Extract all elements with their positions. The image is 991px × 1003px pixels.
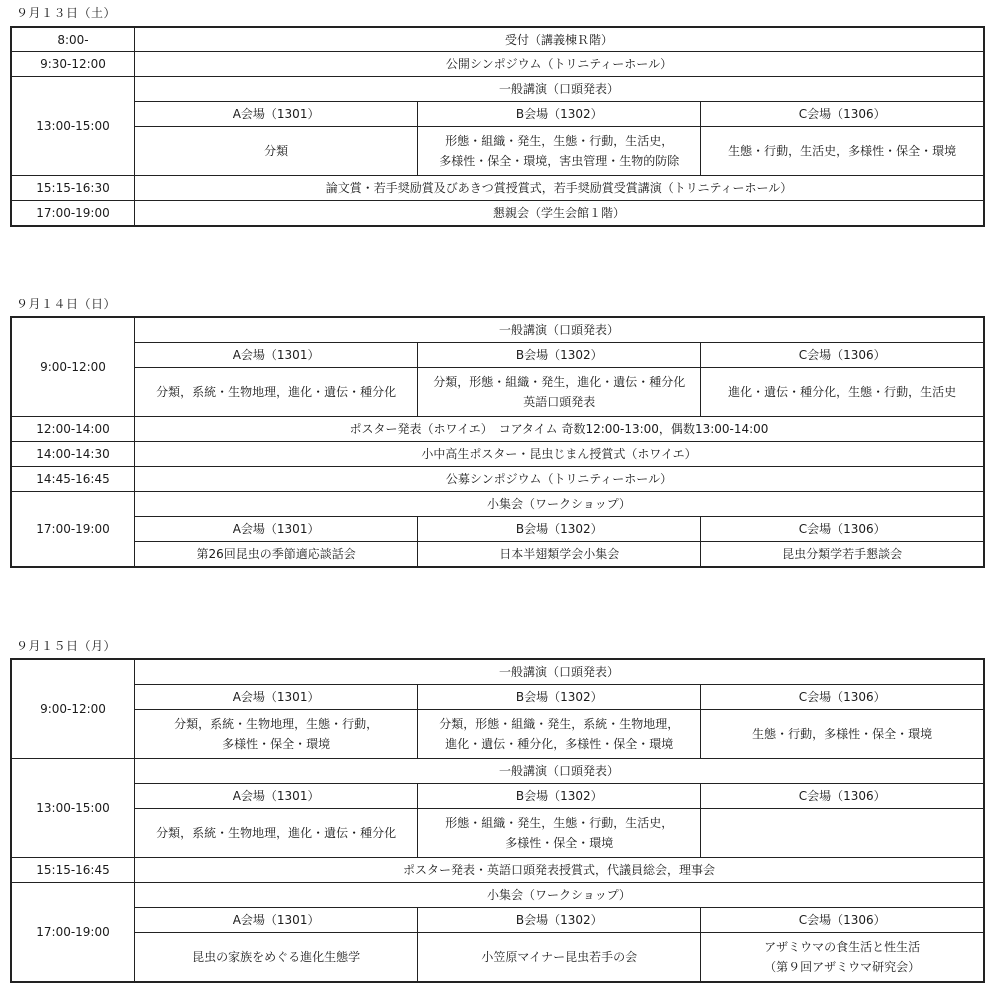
venue-label: C会場（1306） — [701, 517, 984, 542]
time-cell: 17:00-19:00 — [11, 883, 135, 983]
day-title: ９月１５日（月） — [16, 639, 117, 653]
table-row — [11, 759, 984, 784]
topic-cell: 日本半翅類学会小集会 — [418, 542, 701, 568]
time-cell: 9:30-12:00 — [11, 52, 135, 77]
table-row — [11, 102, 984, 127]
table-row — [11, 517, 984, 542]
table-row — [11, 809, 984, 858]
table-row — [11, 442, 984, 467]
venue-label: B会場（1302） — [418, 784, 701, 809]
venue-label: A会場（1301） — [135, 102, 418, 127]
topic-cell: 分類 — [135, 127, 418, 176]
table-row — [11, 201, 984, 227]
topic-cell: 昆虫分類学若手懇談会 — [701, 542, 984, 568]
venue-label: A会場（1301） — [135, 908, 418, 933]
table-row — [11, 317, 984, 343]
topic-cell: 分類，系統・生物地理，生態・行動， 多様性・保全・環境 — [135, 710, 418, 759]
venue-label: C会場（1306） — [701, 685, 984, 710]
schedule-table — [10, 26, 985, 227]
table-row — [11, 52, 984, 77]
venue-label: C会場（1306） — [701, 343, 984, 368]
session-header: 一般講演（口頭発表） — [135, 77, 985, 102]
topic-cell: 小笠原マイナー昆虫若手の会 — [418, 933, 701, 983]
event-cell: ポスター発表（ホワイエ） コアタイム 奇数12:00-13:00，偶数13:00-14:00 — [135, 417, 985, 442]
table-row — [11, 176, 984, 201]
day-title: ９月１３日（土） — [16, 6, 117, 20]
venue-label: C会場（1306） — [701, 784, 984, 809]
venue-label: B会場（1302） — [418, 908, 701, 933]
venue-label: B会場（1302） — [418, 685, 701, 710]
topic-cell: 形態・組織・発生，生態・行動，生活史， 多様性・保全・環境，害虫管理・生物的防除 — [418, 127, 701, 176]
topic-cell — [701, 809, 984, 858]
event-cell: 公開シンポジウム（トリニティーホール） — [135, 52, 985, 77]
schedule-table — [10, 658, 985, 983]
table-row — [11, 659, 984, 685]
time-cell: 8:00- — [11, 27, 135, 52]
session-header: 小集会（ワークショップ） — [135, 883, 985, 908]
event-cell: 公募シンポジウム（トリニティーホール） — [135, 467, 985, 492]
topic-cell: アザミウマの食生活と性生活 （第９回アザミウマ研究会） — [701, 933, 984, 983]
event-cell: ポスター発表・英語口頭発表授賞式，代議員総会，理事会 — [135, 858, 985, 883]
time-cell: 15:15-16:30 — [11, 176, 135, 201]
time-cell: 17:00-19:00 — [11, 201, 135, 227]
topic-cell: 分類，系統・生物地理，進化・遺伝・種分化 — [135, 368, 418, 417]
time-cell: 17:00-19:00 — [11, 492, 135, 568]
session-header: 小集会（ワークショップ） — [135, 492, 985, 517]
table-row — [11, 685, 984, 710]
time-cell: 9:00-12:00 — [11, 317, 135, 417]
schedule-table — [10, 316, 985, 568]
table-row — [11, 883, 984, 908]
venue-label: A会場（1301） — [135, 343, 418, 368]
table-row — [11, 27, 984, 52]
venue-label: C会場（1306） — [701, 102, 984, 127]
topic-cell: 進化・遺伝・種分化，生態・行動，生活史 — [701, 368, 984, 417]
topic-cell: 昆虫の家族をめぐる進化生態学 — [135, 933, 418, 983]
table-row — [11, 710, 984, 759]
table-row — [11, 908, 984, 933]
topic-cell: 分類，形態・組織・発生，系統・生物地理， 進化・遺伝・種分化，多様性・保全・環境 — [418, 710, 701, 759]
table-row — [11, 127, 984, 176]
table-row — [11, 784, 984, 809]
topic-cell: 形態・組織・発生，生態・行動，生活史， 多様性・保全・環境 — [418, 809, 701, 858]
table-row — [11, 933, 984, 983]
time-cell: 14:00-14:30 — [11, 442, 135, 467]
event-cell: 小中高生ポスター・昆虫じまん授賞式（ホワイエ） — [135, 442, 985, 467]
venue-label: B会場（1302） — [418, 102, 701, 127]
venue-label: A会場（1301） — [135, 784, 418, 809]
event-cell: 論文賞・若手奨励賞及びあきつ賞授賞式，若手奨励賞受賞講演（トリニティーホール） — [135, 176, 985, 201]
time-cell: 12:00-14:00 — [11, 417, 135, 442]
table-row — [11, 492, 984, 517]
topic-cell: 生態・行動，生活史，多様性・保全・環境 — [701, 127, 984, 176]
table-row — [11, 343, 984, 368]
venue-label: B会場（1302） — [418, 517, 701, 542]
session-header: 一般講演（口頭発表） — [135, 317, 985, 343]
topic-cell: 第26回昆虫の季節適応談話会 — [135, 542, 418, 568]
time-cell: 13:00-15:00 — [11, 77, 135, 176]
event-cell: 受付（講義棟Ｒ階） — [135, 27, 985, 52]
venue-label: A会場（1301） — [135, 517, 418, 542]
table-row — [11, 467, 984, 492]
time-cell: 14:45-16:45 — [11, 467, 135, 492]
session-header: 一般講演（口頭発表） — [135, 659, 985, 685]
session-header: 一般講演（口頭発表） — [135, 759, 985, 784]
table-row — [11, 542, 984, 568]
table-row — [11, 858, 984, 883]
venue-label: B会場（1302） — [418, 343, 701, 368]
table-row — [11, 368, 984, 417]
event-cell: 懇親会（学生会館１階） — [135, 201, 985, 227]
table-row — [11, 77, 984, 102]
topic-cell: 生態・行動，多様性・保全・環境 — [701, 710, 984, 759]
table-row — [11, 417, 984, 442]
time-cell: 9:00-12:00 — [11, 659, 135, 759]
time-cell: 13:00-15:00 — [11, 759, 135, 858]
venue-label: A会場（1301） — [135, 685, 418, 710]
topic-cell: 分類，形態・組織・発生，進化・遺伝・種分化 英語口頭発表 — [418, 368, 701, 417]
venue-label: C会場（1306） — [701, 908, 984, 933]
topic-cell: 分類，系統・生物地理，進化・遺伝・種分化 — [135, 809, 418, 858]
day-title: ９月１４日（日） — [16, 297, 117, 311]
time-cell: 15:15-16:45 — [11, 858, 135, 883]
